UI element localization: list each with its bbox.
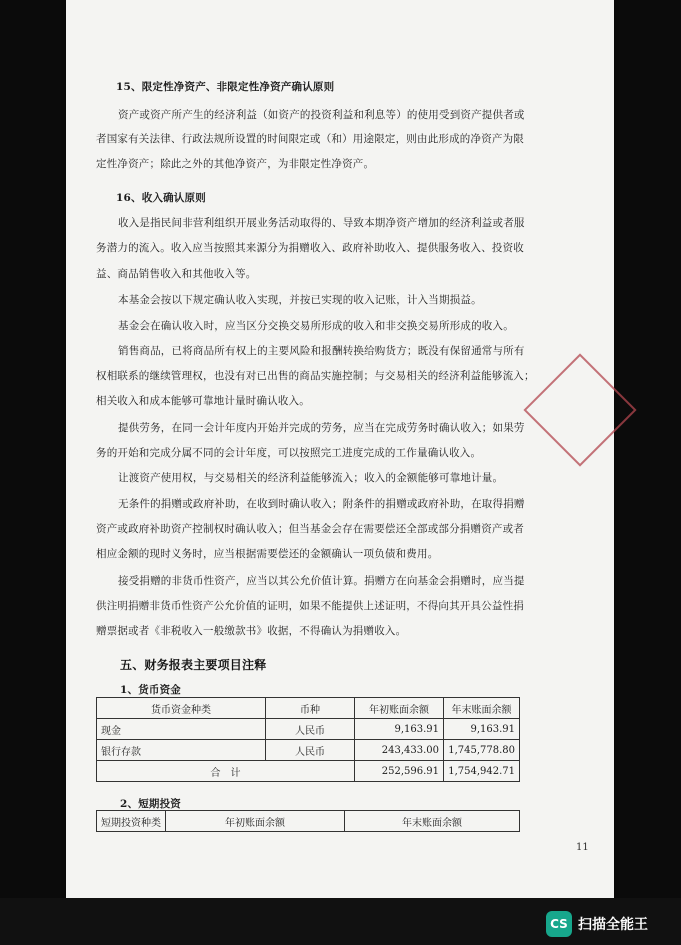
table-cell: 252,596.91 [355, 761, 444, 782]
table-header-cell: 年初账面余额 [355, 698, 444, 719]
watermark-text: 扫描全能王 [578, 917, 648, 933]
table-cell: 1,745,778.80 [444, 740, 520, 761]
paragraph-line: 本基金会按以下规定确认收入实现，并按已实现的收入记账，计入当期损益。 [118, 294, 482, 306]
table-header-cell: 年末账面余额 [444, 698, 520, 719]
paragraph-line: 益、商品销售收入和其他收入等。 [96, 268, 257, 280]
table-row [97, 740, 520, 761]
table-header-row [97, 698, 520, 719]
heading-item-16: 16、收入确认原则 [116, 192, 206, 204]
paragraph-line: 权相联系的继续管理权，也没有对已出售的商品实施控制；与交易相关的经济利益能够流入； [96, 370, 535, 382]
paragraph-line: 无条件的捐赠或政府补助，在收到时确认收入；附条件的捐赠或政府补助，在取得捐赠 [118, 498, 525, 510]
table-cell: 1,754,942.71 [444, 761, 520, 782]
heading-item-15: 15、限定性净资产、非限定性净资产确认原则 [116, 81, 335, 93]
paragraph-line: 基金会在确认收入时，应当区分交换交易所形成的收入和非交换交易所形成的收入。 [118, 320, 514, 332]
cash-heading: 1、货币资金 [120, 684, 182, 696]
paragraph-line: 定性净资产；除此之外的其他净资产，为非限定性净资产。 [96, 158, 375, 170]
table-header-cell: 年末账面余额 [345, 811, 520, 832]
paragraph-line: 赠票据或者《非税收入一般缴款书》收据，不得确认为捐赠收入。 [96, 625, 407, 637]
table-cell: 人民币 [266, 740, 355, 761]
table-cell: 9,163.91 [355, 719, 444, 740]
cash-table [96, 697, 520, 782]
table-cell: 现金 [97, 719, 266, 740]
paragraph-line: 务的开始和完成分属不同的会计年度，可以按照完工进度完成的工作量确认收入。 [96, 447, 482, 459]
paragraph-line: 务潜力的流入。收入应当按照其来源分为捐赠收入、政府补助收入、提供服务收入、投资收 [96, 242, 524, 254]
paragraph-line: 让渡资产使用权，与交易相关的经济利益能够流入；收入的金额能够可靠地计量。 [118, 472, 504, 484]
table-header-cell: 年初账面余额 [166, 811, 345, 832]
short-investment-table [96, 810, 520, 832]
page-number: 11 [576, 842, 589, 853]
table-cell: 243,433.00 [355, 740, 444, 761]
table-header-cell: 货币资金种类 [97, 698, 266, 719]
official-seal [523, 353, 636, 466]
table-cell: 银行存款 [97, 740, 266, 761]
document-page [66, 0, 614, 898]
camscanner-icon: CS [546, 911, 572, 937]
paragraph-line: 资产或政府补助资产控制权时确认收入；但当基金会存在需要偿还全部或部分捐赠资产或者 [96, 523, 524, 535]
table-header-cell: 短期投资种类 [97, 811, 166, 832]
table-cell: 9,163.91 [444, 719, 520, 740]
paragraph-line: 提供劳务，在同一会计年度内开始并完成的劳务，应当在完成劳务时确认收入；如果劳 [118, 422, 525, 434]
table-cell: 人民币 [266, 719, 355, 740]
table-total-row [97, 761, 520, 782]
paragraph-line: 相应金额的现时义务时，应当根据需要偿还的金额确认一项负债和费用。 [96, 548, 439, 560]
paragraph-line: 相关收入和成本能够可靠地计量时确认收入。 [96, 395, 310, 407]
paragraph-line: 接受捐赠的非货币性资产，应当以其公允价值计算。捐赠方在向基金会捐赠时，应当提 [118, 575, 525, 587]
paragraph-line: 资产或资产所产生的经济利益（如资产的投资利益和利息等）的使用受到资产提供者或 [118, 109, 525, 121]
table-total-label: 合 计 [97, 761, 355, 782]
paragraph-line: 销售商品，已将商品所有权上的主要风险和报酬转换给购货方；既没有保留通常与所有 [118, 345, 525, 357]
table-header-row [97, 811, 520, 832]
paragraph-line: 供注明捐赠非货币性资产公允价值的证明，如果不能提供上述证明，不得向其开具公益性捐 [96, 600, 524, 612]
short-investment-heading: 2、短期投资 [120, 798, 182, 810]
paragraph-line: 者国家有关法律、行政法规所设置的时间限定或（和）用途限定，则由此形成的净资产为限 [96, 133, 524, 145]
table-row [97, 719, 520, 740]
table-header-cell: 币种 [266, 698, 355, 719]
scanner-watermark [546, 910, 648, 938]
paragraph-line: 收入是指民间非营利组织开展业务活动取得的、导致本期净资产增加的经济利益或者服 [118, 217, 525, 229]
section-title: 五、财务报表主要项目注释 [120, 658, 267, 672]
